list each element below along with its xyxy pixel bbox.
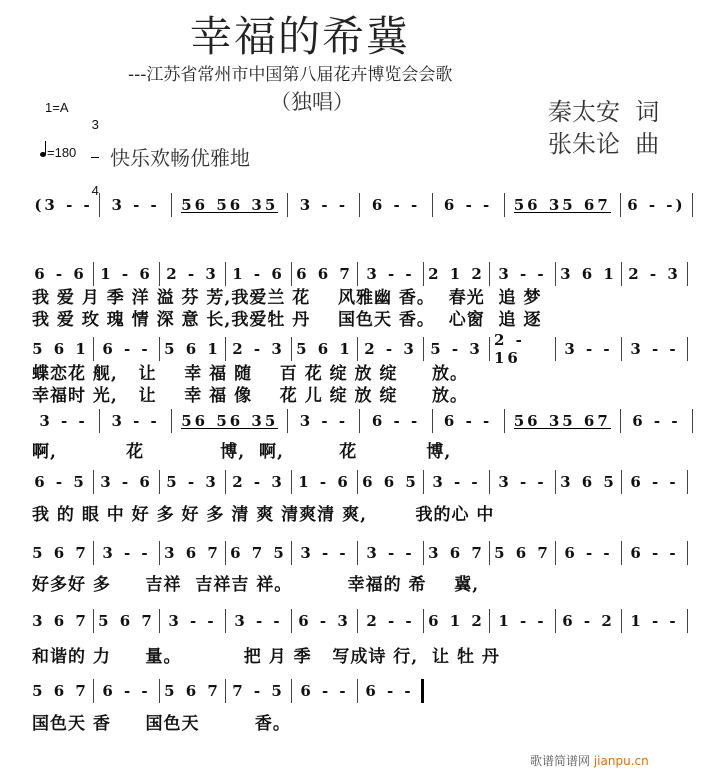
measure	[160, 470, 226, 494]
lyric-line: 好多好 多 吉祥 吉祥吉 祥。 幸福的 希 冀,	[32, 575, 480, 595]
measure	[94, 609, 160, 633]
measure	[226, 541, 292, 565]
measure-notes: 56 56 35	[181, 411, 279, 430]
measure-notes: 3 - -	[630, 340, 679, 358]
measure	[360, 193, 432, 217]
measure-notes: 3 - -	[432, 473, 481, 491]
measure-notes: 3 - -	[234, 612, 283, 630]
measure-notes: 2 - 16	[494, 331, 525, 367]
expression-marking: 快乐欢畅优雅地	[110, 146, 250, 170]
measure	[622, 609, 688, 633]
lyric-line: 国色天 香 国色天 香。	[32, 714, 291, 734]
composer-credit: 张朱论 曲	[548, 130, 660, 158]
measure	[490, 331, 556, 367]
meter-bottom: 4	[91, 183, 99, 198]
measure	[28, 409, 100, 433]
measure	[621, 409, 693, 433]
measure-notes: 6 - -	[630, 544, 679, 562]
measure	[292, 609, 358, 633]
measure-notes: 6 - -	[365, 682, 414, 700]
key-signature: 1=A	[45, 100, 69, 115]
measure-notes: 6 - -	[632, 412, 681, 430]
measure	[490, 541, 556, 565]
lyric-line: 和谐的 力 量。 把 月 季 写成诗 行, 让 牡 丹	[32, 647, 500, 667]
measure-notes: 3 6 7	[164, 544, 221, 562]
measure	[28, 541, 94, 565]
measure-notes: 2 - -	[366, 612, 415, 630]
measure-notes: 3 - -	[39, 412, 88, 430]
measure-notes: 6 - 6	[34, 265, 87, 283]
measure	[94, 470, 160, 494]
measure-notes: 3 - -	[366, 544, 415, 562]
lyric-line: 幸福时 光, 让 幸 福 像 花 儿 绽 放 绽 放。	[32, 386, 469, 406]
measure-notes: (3 - -	[34, 196, 93, 214]
measure	[160, 541, 226, 565]
measure-notes: 3 6 5	[560, 473, 617, 491]
measure	[358, 541, 424, 565]
measure	[622, 337, 688, 361]
meter-line	[91, 157, 99, 158]
measure-notes: 3 6 7	[428, 544, 485, 562]
tempo-value: =180	[47, 145, 77, 160]
measure-notes: 6 - -	[630, 473, 679, 491]
measure-notes: 6 - -	[443, 196, 493, 214]
measure	[556, 470, 622, 494]
measure-notes: 1 - 6	[232, 265, 285, 283]
measure-notes: 5 - 3	[430, 340, 483, 358]
measure	[292, 679, 358, 703]
watermark	[530, 752, 649, 769]
measure	[226, 470, 292, 494]
measure	[358, 470, 424, 494]
measure-notes: 5 6 7	[164, 682, 221, 700]
measure	[160, 337, 226, 361]
measure	[433, 193, 505, 217]
measure	[94, 679, 160, 703]
measure	[100, 193, 172, 217]
measure-notes: 3 - -	[299, 196, 349, 214]
measure	[226, 337, 292, 361]
measure-notes: 56 35 67	[513, 195, 611, 214]
measure	[358, 679, 424, 703]
measure	[94, 337, 160, 361]
song-title: 幸福的希冀	[190, 12, 411, 61]
measure	[226, 679, 292, 703]
measure-notes: 1 - 6	[100, 265, 153, 283]
measure-notes: 6 - 5	[34, 473, 87, 491]
score-row	[28, 262, 688, 286]
measure-notes: 6 - -	[564, 544, 613, 562]
watermark-site: jianpu.cn	[593, 754, 649, 768]
measure	[292, 541, 358, 565]
measure	[28, 609, 94, 633]
watermark-text: 歌谱简谱网	[530, 754, 591, 768]
score-row	[28, 609, 688, 633]
measure-notes: 6 - -	[443, 412, 493, 430]
measure	[424, 541, 490, 565]
measure-notes: 2 - 3	[166, 265, 219, 283]
measure-notes: 2 1 2	[428, 265, 485, 283]
measure	[172, 193, 288, 217]
measure	[100, 409, 172, 433]
lyric-line: 我 爱 玫 瑰 情 深 意 长,我爱牡 丹 国色天 香。 心窗 追 逐	[32, 310, 542, 330]
song-subtitle: ---江苏省常州市中国第八届花卉博览会会歌	[128, 65, 453, 85]
measure	[556, 262, 622, 286]
measure-notes: 6 - 3	[298, 612, 351, 630]
measure	[358, 609, 424, 633]
measure	[28, 193, 100, 217]
lyric-line: 我 的 眼 中 好 多 好 多 清 爽 清爽清 爽, 我的心 中	[32, 505, 495, 525]
measure-notes: 5 - 3	[166, 473, 219, 491]
measure	[622, 541, 688, 565]
measure	[28, 262, 94, 286]
measure	[556, 337, 622, 361]
measure	[490, 470, 556, 494]
measure-notes: 3 - -	[498, 265, 547, 283]
measure-notes: 6 - -	[300, 682, 349, 700]
measure-notes: 6 7 5	[230, 544, 287, 562]
measure-notes: 2 - 3	[232, 340, 285, 358]
measure	[292, 470, 358, 494]
measure-notes: 3 - -	[111, 412, 160, 430]
measure-notes: 6 - -	[371, 196, 421, 214]
measure-notes: 3 - -	[111, 196, 160, 214]
measure	[160, 679, 226, 703]
measure	[28, 337, 94, 361]
measure	[358, 262, 424, 286]
measure-notes: 1 - -	[498, 612, 547, 630]
measure-notes: 6 - -	[102, 682, 151, 700]
measure	[556, 609, 622, 633]
score-row	[28, 331, 688, 367]
measure-notes: 6 - -)	[627, 196, 686, 214]
measure-notes: 3 - 6	[100, 473, 153, 491]
measure	[292, 337, 358, 361]
measure	[226, 262, 292, 286]
measure	[292, 262, 358, 286]
measure-notes: 6 6 5	[362, 473, 419, 491]
measure	[556, 541, 622, 565]
measure-notes: 5 6 7	[32, 682, 89, 700]
measure-notes: 1 - 6	[298, 473, 351, 491]
measure	[424, 337, 490, 361]
measure-notes: 3 - -	[366, 265, 415, 283]
measure	[424, 609, 490, 633]
score-row	[28, 409, 693, 433]
measure-notes: 56 35 67	[513, 411, 611, 430]
measure	[288, 193, 360, 217]
score-row	[28, 541, 688, 565]
measure-notes: 6 - -	[371, 412, 421, 430]
measure-notes: 2 - 3	[628, 265, 681, 283]
meter-top: 3	[91, 117, 99, 132]
measure	[424, 262, 490, 286]
measure-notes: 6 6 7	[296, 265, 353, 283]
lyric-line: 啊, 花 博, 啊, 花 博,	[32, 442, 452, 462]
lyric-line: 我 爱 月 季 洋 溢 芬 芳,我爱兰 花 风雅幽 香。 春光 追 梦	[32, 288, 542, 308]
measure	[360, 409, 432, 433]
measure-notes: 3 6 1	[560, 265, 617, 283]
measure	[622, 470, 688, 494]
measure	[490, 609, 556, 633]
measure-notes: 7 - 5	[232, 682, 285, 700]
measure	[94, 541, 160, 565]
score-row	[28, 679, 424, 703]
measure	[28, 470, 94, 494]
measure	[28, 679, 94, 703]
measure-notes: 5 6 7	[98, 612, 155, 630]
measure	[505, 409, 621, 433]
measure-notes: 5 6 1	[296, 340, 353, 358]
measure	[226, 609, 292, 633]
lyric-line: 蝶恋花 舰, 让 幸 福 随 百 花 绽 放 绽 放。	[32, 364, 469, 384]
measure-notes: 3 - -	[102, 544, 151, 562]
measure-notes: 3 - -	[564, 340, 613, 358]
measure	[622, 262, 688, 286]
measure-notes: 6 - -	[102, 340, 151, 358]
measure-notes: 2 - 3	[364, 340, 417, 358]
measure	[160, 609, 226, 633]
measure	[358, 337, 424, 361]
measure	[288, 409, 360, 433]
measure-notes: 6 1 2	[428, 612, 485, 630]
measure-notes: 3 - -	[300, 544, 349, 562]
measure-notes: 56 56 35	[181, 195, 279, 214]
performance-mode: （独唱）	[270, 90, 354, 114]
measure	[172, 409, 288, 433]
quarter-note-icon	[40, 152, 46, 157]
measure	[505, 193, 621, 217]
tempo-marking	[40, 145, 76, 160]
measure-notes: 2 - 3	[232, 473, 285, 491]
measure-notes: 3 6 7	[32, 612, 89, 630]
measure-notes: 5 6 1	[32, 340, 89, 358]
measure-notes: 6 - 2	[562, 612, 615, 630]
score-row	[28, 470, 688, 494]
measure-notes: 5 6 7	[32, 544, 89, 562]
score-row	[28, 193, 693, 217]
measure-notes: 3 - -	[168, 612, 217, 630]
measure-notes: 3 - -	[299, 412, 349, 430]
measure-notes: 1 - -	[630, 612, 679, 630]
measure	[94, 262, 160, 286]
measure	[433, 409, 505, 433]
measure-notes: 5 6 1	[164, 340, 221, 358]
measure-notes: 3 - -	[498, 473, 547, 491]
lyricist-credit: 秦太安 词	[548, 98, 660, 126]
measure-notes: 5 6 7	[494, 544, 551, 562]
measure	[621, 193, 693, 217]
measure	[490, 262, 556, 286]
measure	[424, 470, 490, 494]
measure	[160, 262, 226, 286]
